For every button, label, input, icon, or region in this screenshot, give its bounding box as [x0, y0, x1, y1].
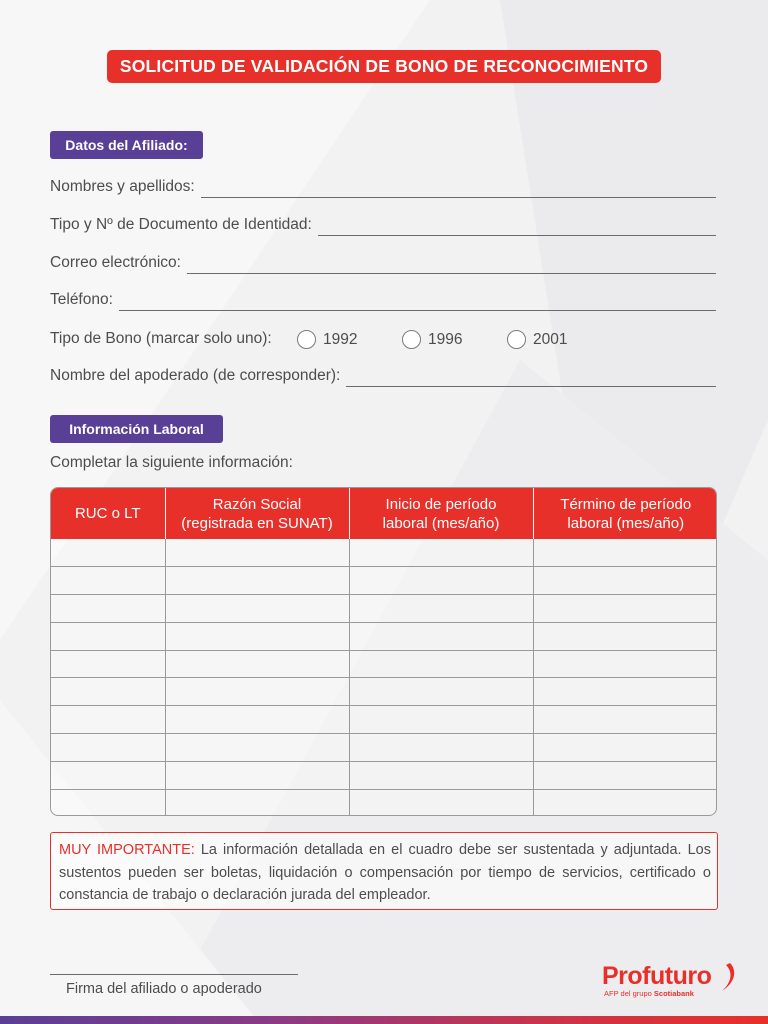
table-cell[interactable]: [533, 567, 717, 595]
radio-circle-icon[interactable]: [402, 330, 421, 349]
table-cell[interactable]: [51, 678, 165, 706]
table-row: [51, 539, 717, 567]
table-cell[interactable]: [165, 622, 349, 650]
table-cell[interactable]: [533, 706, 717, 734]
table-row: [51, 678, 717, 706]
header-razon-social: Razón Social (registrada en SUNAT): [165, 488, 349, 539]
document-field-label: Tipo y Nº de Documento de Identidad:: [50, 216, 312, 233]
bond-option-1992[interactable]: [297, 330, 357, 349]
table-cell[interactable]: [533, 622, 717, 650]
phone-field-label: Teléfono:: [50, 291, 113, 308]
table-cell[interactable]: [51, 789, 165, 816]
document-field-input[interactable]: [318, 214, 716, 236]
form-title: SOLICITUD DE VALIDACIÓN DE BONO DE RECONOCIMIENTO: [107, 50, 661, 83]
table-cell[interactable]: [51, 622, 165, 650]
table-cell[interactable]: [533, 539, 717, 567]
bond-option-label: 1996: [428, 330, 463, 348]
table-cell[interactable]: [349, 761, 533, 789]
table-row: [51, 761, 717, 789]
section-badge-affiliate: Datos del Afiliado:: [50, 131, 203, 159]
labor-table: [50, 487, 717, 816]
bond-option-2001[interactable]: [507, 330, 567, 349]
proxy-field-label: Nombre del apoderado (de corresponder):: [50, 367, 341, 384]
table-cell[interactable]: [51, 539, 165, 567]
bond-option-label: 1992: [323, 330, 358, 348]
table-cell[interactable]: [349, 734, 533, 762]
logo-swoosh-icon: [710, 962, 738, 992]
table-cell[interactable]: [165, 678, 349, 706]
table-cell[interactable]: [533, 734, 717, 762]
header-termino-periodo: Término de período laboral (mes/año): [533, 488, 717, 539]
table-cell[interactable]: [51, 734, 165, 762]
table-cell[interactable]: [533, 678, 717, 706]
table-cell[interactable]: [165, 595, 349, 623]
table-cell[interactable]: [165, 650, 349, 678]
name-field-row: [50, 174, 716, 198]
table-cell[interactable]: [165, 789, 349, 816]
bond-option-1996[interactable]: [402, 330, 462, 349]
radio-circle-icon[interactable]: [507, 330, 526, 349]
name-field-label: Nombres y apellidos:: [50, 178, 195, 195]
header-ruc: RUC o LT: [51, 488, 165, 539]
table-cell[interactable]: [51, 706, 165, 734]
table-cell[interactable]: [349, 706, 533, 734]
bond-type-label: Tipo de Bono (marcar solo uno):: [50, 330, 272, 347]
table-cell[interactable]: [349, 567, 533, 595]
table-cell[interactable]: [165, 761, 349, 789]
table-cell[interactable]: [349, 539, 533, 567]
bottom-gradient-bar: [0, 1016, 768, 1024]
table-cell[interactable]: [349, 678, 533, 706]
table-cell[interactable]: [349, 789, 533, 816]
table-cell[interactable]: [349, 595, 533, 623]
table-cell[interactable]: [349, 622, 533, 650]
table-row: [51, 789, 717, 816]
table-cell[interactable]: [51, 567, 165, 595]
bond-option-label: 2001: [533, 330, 568, 348]
table-cell[interactable]: [51, 595, 165, 623]
table-row: [51, 595, 717, 623]
table-cell[interactable]: [533, 595, 717, 623]
table-cell[interactable]: [165, 734, 349, 762]
logo-subtitle: AFP del grupo Scotiabank: [604, 989, 694, 998]
signature-line[interactable]: [50, 974, 298, 975]
table-cell[interactable]: [533, 761, 717, 789]
table-cell[interactable]: [165, 539, 349, 567]
table-row: [51, 650, 717, 678]
table-cell[interactable]: [349, 650, 533, 678]
email-field-label: Correo electrónico:: [50, 254, 181, 271]
profuturo-logo: [602, 962, 742, 1004]
section-badge-labor: Información Laboral: [50, 415, 223, 443]
table-cell[interactable]: [533, 789, 717, 816]
table-row: [51, 622, 717, 650]
phone-field-input[interactable]: [119, 289, 716, 311]
signature-label: Firma del afiliado o apoderado: [66, 981, 262, 997]
table-cell[interactable]: [165, 567, 349, 595]
radio-circle-icon[interactable]: [297, 330, 316, 349]
bond-type-row: [50, 328, 730, 352]
table-header-row: [51, 488, 717, 539]
email-field-input[interactable]: [187, 252, 716, 274]
name-field-input[interactable]: [201, 176, 716, 198]
important-label: MUY IMPORTANTE:: [59, 842, 195, 858]
table-row: [51, 734, 717, 762]
table-row: [51, 706, 717, 734]
logo-wordmark: Profuturo: [602, 962, 712, 990]
labor-intro-text: Completar la siguiente información:: [50, 454, 293, 471]
header-inicio-periodo: Inicio de período laboral (mes/año): [349, 488, 533, 539]
document-field-row: [50, 212, 716, 236]
important-note: [50, 832, 718, 910]
table-cell[interactable]: [51, 761, 165, 789]
phone-field-row: [50, 287, 716, 311]
table-cell[interactable]: [165, 706, 349, 734]
table-cell[interactable]: [51, 650, 165, 678]
proxy-field-input[interactable]: [346, 365, 716, 387]
proxy-field-row: [50, 363, 716, 387]
table-row: [51, 567, 717, 595]
table-cell[interactable]: [533, 650, 717, 678]
important-note-text: La información detallada en el cuadro debe ser sustentada y adjuntada. Los sustentos pueden ser boletas, liquidación o compensación por tiempo de servicios, certificado o constancia de trabajo o declaración jurada del empleador.: [59, 842, 711, 903]
email-field-row: [50, 250, 716, 274]
